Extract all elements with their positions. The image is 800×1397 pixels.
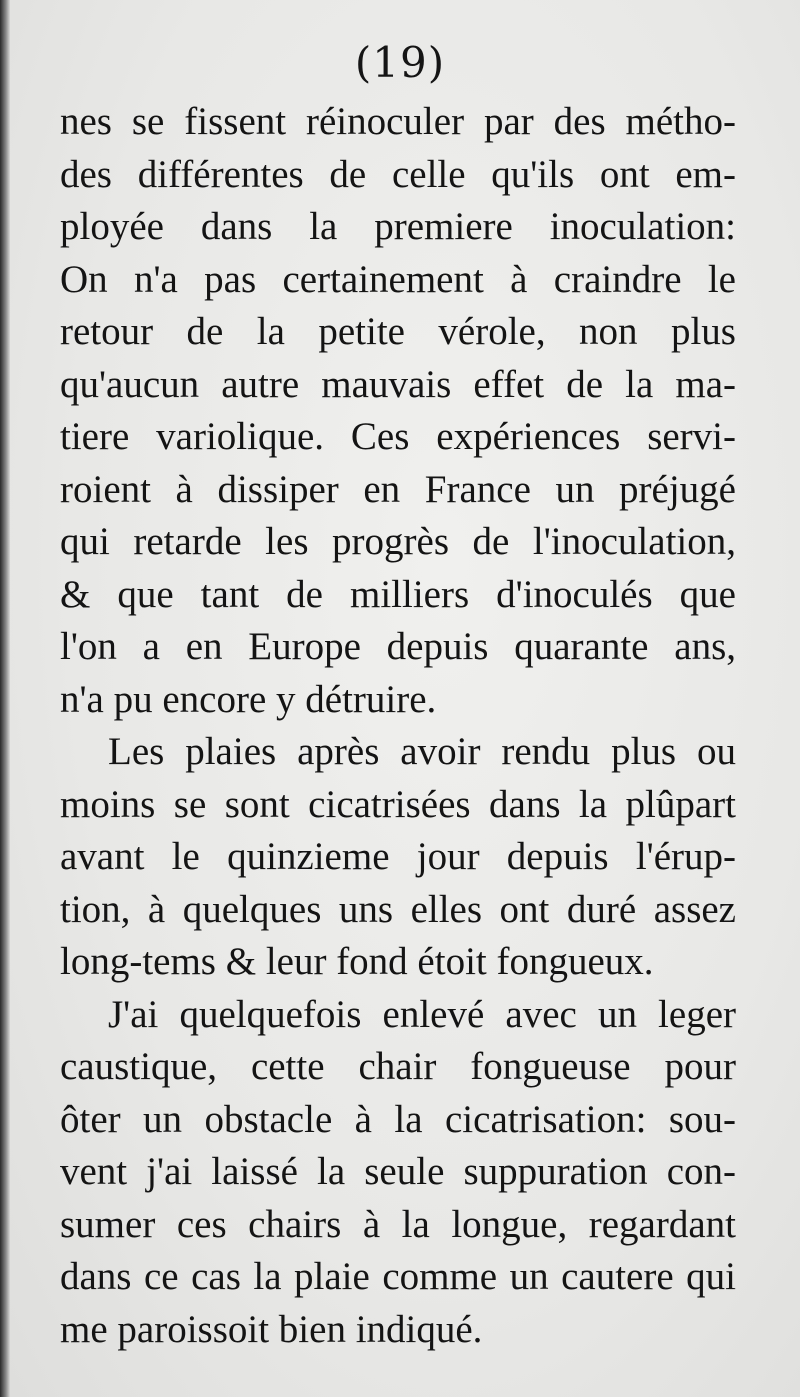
text-line: ôter un obstacle à la cicatrisation: sou- (60, 1097, 736, 1141)
text-line: caustique, cette chair fongueuse pour (60, 1045, 736, 1088)
text-line: On n'a pas certainement à craindre le (60, 257, 736, 301)
text-line: l'on a en Europe depuis quarante ans, (60, 625, 736, 668)
body-text (60, 96, 736, 1356)
page-edge-shadow (0, 0, 10, 1397)
text-line: roient à dissiper en France un préjugé (60, 467, 736, 511)
text-line: & que tant de milliers d'inoculés que (60, 572, 736, 616)
text-line: qui retarde les progrès de l'inoculation, (60, 520, 736, 563)
page-number: (19) (354, 38, 446, 87)
text-line: tiere variolique. Ces expériences servi- (60, 415, 736, 458)
text-line: tion, à quelques uns elles ont duré assez (60, 887, 736, 931)
text-line: qu'aucun autre mauvais effet de la ma- (60, 362, 736, 406)
text-line: retour de la petite vérole, non plus (60, 310, 736, 353)
text-line: Les plaies après avoir rendu plus ou (108, 730, 736, 773)
text-line: dans ce cas la plaie comme un cautere qui (60, 1255, 736, 1298)
text-line: nes se fissent réinoculer par des métho- (60, 100, 736, 143)
text-line: J'ai quelquefois enlevé avec un leger (108, 992, 736, 1036)
text-line: vent j'ai laissé la seule suppuration con- (60, 1150, 736, 1193)
text-line: moins se sont cicatrisées dans la plûpart (60, 782, 736, 826)
text-line: n'a pu encore y détruire. (60, 677, 437, 721)
text-line: des différentes de celle qu'ils ont em- (60, 152, 736, 196)
text-line: ployée dans la premiere inoculation: (60, 205, 736, 248)
text-line: me paroissoit bien indiqué. (60, 1307, 483, 1351)
text-line: long-tems & leur fond étoit fongueux. (60, 940, 654, 983)
text-line: avant le quinzieme jour depuis l'érup- (60, 835, 736, 878)
text-line: sumer ces chairs à la longue, regardant (60, 1202, 736, 1246)
